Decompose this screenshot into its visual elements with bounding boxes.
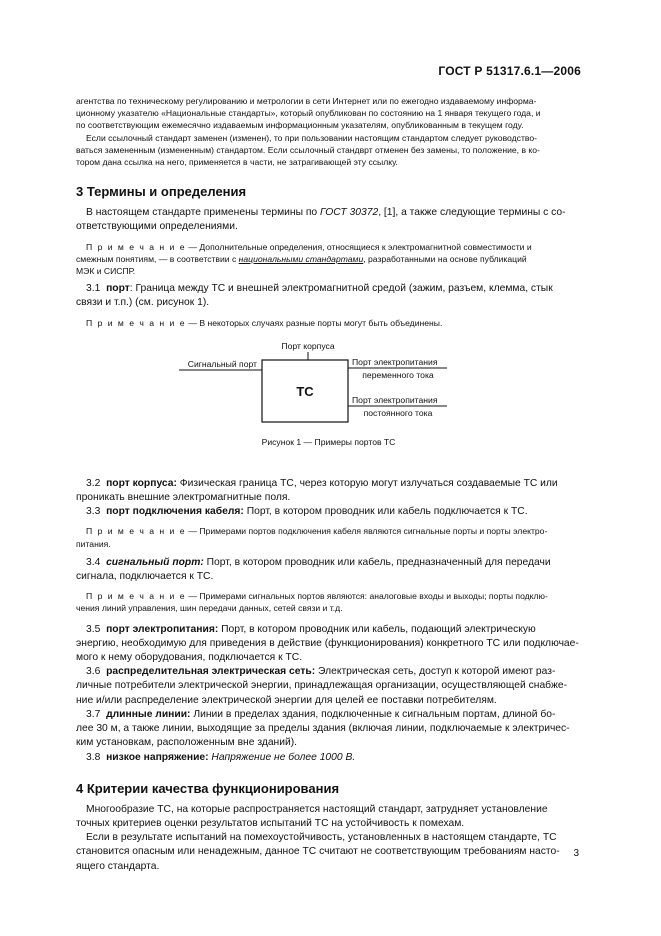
term-3-3: 3.3 порт подключения кабеля: Порт, в котором проводник или кабель подключается к ТС. (86, 506, 528, 518)
note-1: П р и м е ч а н и е — Дополнительные определения, относящиеся к электромагнитной совместимости и смежным понятиям, — в соответствии с национальными стандартами, разработанными на основе публикаций МЭК и СИСПР. (76, 241, 532, 277)
page-number: 3 (573, 848, 579, 859)
dc-power-port-label-2: постоянного тока (363, 407, 433, 418)
note-4: П р и м е ч а н и е — Примерами сигнальных портов являются: аналоговые входы и выходы; порты подклю- чения линий управления, шин передачи данных, сетей связи и т.д. (76, 591, 548, 614)
section-4-title: 4 Критерии качества функционирования (76, 780, 340, 796)
intro-line: ваться замененным (измененным) стандартом. Если ссылочный стандврт отменен без замены, то положение, в ко- (76, 144, 540, 155)
intro-line: Если ссылочный стандарт заменен (изменен), то при пользовании настоящим стандартом следует руководство- (86, 132, 537, 143)
ac-power-port-label-1: Порт электропитания (352, 356, 438, 367)
term-3-4: 3.4 сигнальный порт: Порт, в котором проводник или кабель, предназначенный для передачи сигнала, подключается к ТС. (76, 556, 551, 583)
term-3-6: 3.6 распределительная электрическая сеть: Электрическая сеть, доступ к которой имеют раз- личные потребители электрической энергии, принадлежащая организации, осуществляющей снабже- ние и/или распределение электрической энергии для целей ее поставки потребителям. (76, 666, 567, 706)
figure-1-caption: Рисунок 1 — Примеры портов ТС (261, 436, 396, 447)
dc-power-port-label-1: Порт электропитания (352, 394, 438, 405)
section-3-title: 3 Термины и определения (76, 184, 247, 200)
gost-reference-link[interactable]: ГОСТ 30372 (320, 207, 379, 219)
term-3-1: 3.1 порт: Граница между ТС и внешней электромагнитной средой (зажим, разъем, клемма, стык связи и т.п.) (см. рисунок 1). (76, 283, 553, 309)
national-standards-link[interactable]: национальными стандартами (238, 253, 364, 264)
document-body (76, 95, 581, 874)
note-label: П р и м е ч а н и е (86, 241, 187, 252)
intro-paragraph (76, 95, 581, 168)
intro-line: агентства по техническому регулированию и метрологии в сети Интернет или по ежегодно издаваемому информа- (76, 96, 537, 106)
section-4-paragraph-1: Многообразие ТС, на которые распространяется настоящий стандарт, затрудняет установление точных критериев оценки результатов испытаний ТС на устойчивость к помехам. (76, 803, 548, 829)
term-3-5: 3.5 порт электропитания: Порт, в котором проводник или кабель, подающий электрическую энергию, необходимую для приведения в действие (функционирования) конкретного ТС или подключае- мого к нему оборудования, подключается к ТС. (76, 623, 579, 664)
term-3-7: 3.7 длинные линии: Линии в пределах здания, подключенные к сигнальным портам, длиной бо- лее 30 м, а также линии, выходящие за пределы здания (включая линии, подключаемые к электричес- ким установкам, расположенным вне зданий). (76, 708, 570, 749)
note-3: П р и м е ч а н и е — Примерами портов подключения кабеля являются сигнальные порты и порты электро- питания. (76, 526, 548, 549)
intro-line: ционному указателю «Национальные стандарты», который опубликован по состоянию на 1 января текущего года, и (76, 108, 541, 119)
document-header: ГОСТ Р 51317.6.1—2006 (438, 64, 581, 78)
term-3-8: 3.8 низкое напряжение: Напряжение не более 1000 В. (86, 751, 356, 763)
section-3-paragraph: В настоящем стандарте применены термины по ГОСТ 30372, [1], а также следующие термины с со- (86, 207, 566, 219)
term-3-2: 3.2 порт корпуса: Физическая граница ТС, через которую могут излучаться создаваемые ТС или проникать внешние электромагнитные поля. (76, 477, 558, 504)
intro-line: тором дана ссылка на него, применяется в части, не затрагивающей эту ссылку. (76, 157, 398, 168)
figure-1 (76, 337, 581, 433)
note-2: П р и м е ч а н и е — В некоторых случаях разные порты могут быть объединены. (86, 317, 443, 328)
ac-power-port-label-2: переменного тока (362, 369, 434, 380)
enclosure-port-label: Порт корпуса (281, 340, 335, 351)
signal-port-label: Сигнальный порт (187, 358, 257, 369)
ports-diagram (76, 337, 581, 433)
tc-box-label: ТС (296, 383, 314, 399)
intro-line: по соответствующим ежемесячно издаваемым информационным указателям, опубликованным в текущем году. (76, 120, 524, 131)
section-4-paragraph-2: Если в результате испытаний на помехоустойчивость, установленных в настоящем стандарте, ТС становится опасным или ненадежным, данное ТС считают не соответствующим требованиям насто- ящего стандарта. (76, 832, 560, 872)
section-3-paragraph-cont: ответствующими определениями. (76, 221, 238, 233)
